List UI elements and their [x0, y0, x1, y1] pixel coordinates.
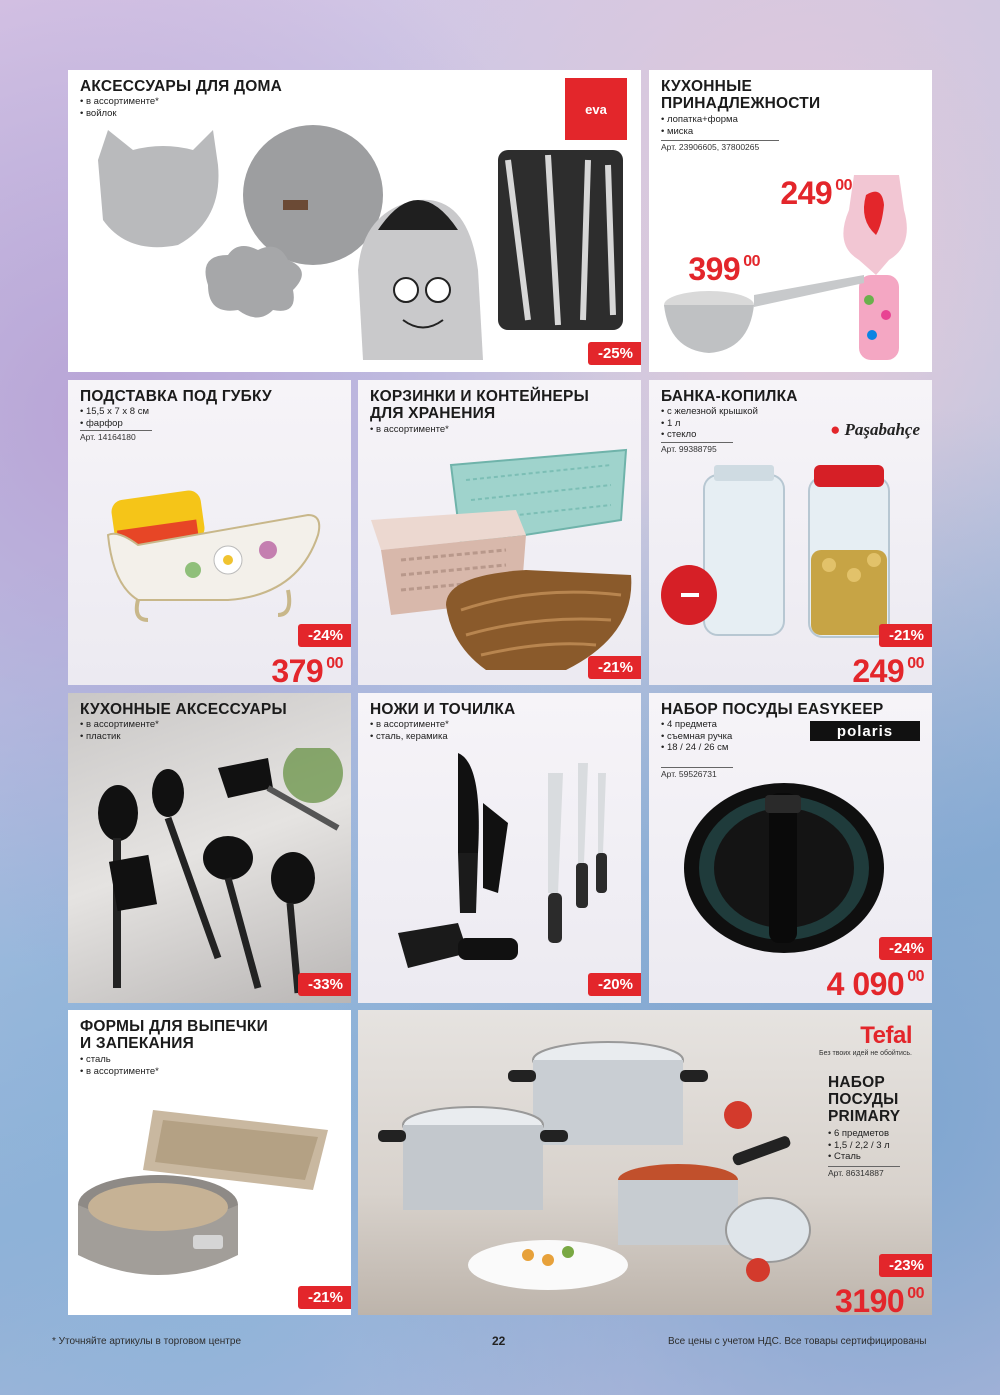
- price-main: 399: [688, 251, 741, 287]
- price-cents: 00: [743, 253, 760, 270]
- discount-badge: -21%: [298, 1286, 351, 1309]
- title-line: НАБОР: [828, 1074, 885, 1091]
- price: [852, 648, 924, 685]
- bullet-list: [828, 1128, 890, 1163]
- card-title: [80, 1018, 268, 1052]
- bullet: • войлок: [80, 108, 159, 120]
- card-easykeep[interactable]: [649, 693, 932, 1003]
- discount-badge: -20%: [588, 973, 641, 996]
- price-main: 249: [780, 175, 833, 211]
- card-title: [370, 388, 589, 422]
- price-cents: 00: [907, 1285, 924, 1302]
- title-line: ФОРМЫ ДЛЯ ВЫПЕЧКИ: [80, 1018, 268, 1035]
- discount-badge: -24%: [298, 624, 351, 647]
- card-home-accessories[interactable]: [68, 70, 641, 372]
- card-title: [828, 1074, 900, 1125]
- title-line: И ЗАПЕКАНИЯ: [80, 1035, 194, 1052]
- title-line: ПОСУДЫ: [828, 1091, 899, 1108]
- price-main: 379: [271, 653, 324, 685]
- brand-name: Tefal: [860, 1022, 912, 1049]
- tefal-logo: [819, 1022, 912, 1057]
- price: [827, 961, 924, 1000]
- knives-image: [388, 743, 618, 978]
- bullet-list: [661, 114, 738, 137]
- card-title: НАБОР ПОСУДЫ EASYKEEP: [661, 701, 884, 718]
- brand-name: Paşabahçe: [844, 420, 920, 439]
- cookware-set-image: [679, 773, 909, 953]
- card-kitchen-accessories[interactable]: [68, 693, 351, 1003]
- card-title: ПОДСТАВКА ПОД ГУБКУ: [80, 388, 272, 405]
- tefal-cookware-image: [368, 1030, 818, 1310]
- title-line: КУХОННЫЕ: [661, 78, 752, 95]
- page-number: 22: [492, 1334, 506, 1348]
- price-cents: 00: [326, 655, 343, 672]
- bullet-list: [80, 96, 159, 119]
- discount-badge: -33%: [298, 973, 351, 996]
- bullet-list: [80, 1054, 159, 1077]
- card-title: НОЖИ И ТОЧИЛКА: [370, 701, 516, 718]
- bullet-list: [370, 719, 449, 742]
- bullet: • 1 л: [661, 418, 758, 430]
- kitchen-utensils-image: [78, 748, 348, 998]
- card-knives[interactable]: [358, 693, 641, 1003]
- bullet: • 1,5 / 2,2 / 3 л: [828, 1140, 890, 1152]
- bullet: • 18 / 24 / 26 см: [661, 742, 732, 754]
- bullet: • в ассортименте*: [80, 1066, 159, 1078]
- title-line: ДЛЯ ХРАНЕНИЯ: [370, 405, 496, 422]
- bullet: • съемная ручка: [661, 731, 732, 743]
- polaris-logo: polaris: [810, 721, 920, 741]
- article-number: Арт. 14164180: [80, 430, 152, 442]
- price-main: 249: [852, 653, 905, 685]
- bullet-list: [661, 719, 732, 754]
- bullet-list: [80, 719, 159, 742]
- card-title: БАНКА-КОПИЛКА: [661, 388, 798, 405]
- bullet: • стекло: [661, 429, 758, 441]
- card-title: [661, 78, 820, 112]
- bullet: • сталь: [80, 1054, 159, 1066]
- kitchen-tools-image: [654, 165, 929, 365]
- discount-badge: -25%: [588, 342, 641, 365]
- bullet: • в ассортименте*: [370, 424, 449, 436]
- price-main: 4 090: [826, 966, 905, 1002]
- jar-image: [659, 465, 924, 645]
- baking-forms-image: [73, 1095, 348, 1305]
- bullet: • в ассортименте*: [370, 719, 449, 731]
- title-line: ПРИНАДЛЕЖНОСТИ: [661, 95, 821, 112]
- bullet: • с железной крышкой: [661, 406, 758, 418]
- card-baking-forms[interactable]: [68, 1010, 351, 1315]
- bullet: • 4 предмета: [661, 719, 732, 731]
- bullet: • сталь, керамика: [370, 731, 449, 743]
- bullet: • в ассортименте*: [80, 719, 159, 731]
- price: [271, 648, 343, 685]
- bullet-list: [80, 406, 149, 429]
- card-baskets[interactable]: [358, 380, 641, 685]
- price-cents: 00: [835, 177, 852, 194]
- pasabahce-logo: [830, 420, 920, 440]
- bullet: • миска: [661, 126, 738, 138]
- card-sponge-holder[interactable]: [68, 380, 351, 685]
- card-title: КУХОННЫЕ АКСЕССУАРЫ: [80, 701, 287, 718]
- discount-badge: -24%: [879, 937, 932, 960]
- sponge-holder-image: [98, 475, 328, 625]
- price-cents: 00: [907, 968, 924, 985]
- footer-legal: Все цены с учетом НДС. Все товары сертифицированы: [668, 1336, 927, 1347]
- bullet: • пластик: [80, 731, 159, 743]
- eva-logo: eva: [565, 78, 627, 140]
- brand-slogan: Без твоих идей не обойтись.: [819, 1050, 912, 1057]
- card-tefal-primary[interactable]: [358, 1010, 932, 1315]
- discount-badge: -23%: [879, 1254, 932, 1277]
- article-number: Арт. 23906605, 37800265: [661, 140, 779, 152]
- card-title: АКСЕССУАРЫ ДЛЯ ДОМА: [80, 78, 283, 95]
- article-number: Арт. 99388795: [661, 442, 733, 454]
- bullet-list: [661, 406, 758, 441]
- bullet: • 6 предметов: [828, 1128, 890, 1140]
- card-kitchen-tools[interactable]: [649, 70, 932, 372]
- bullet: • фарфор: [80, 418, 149, 430]
- discount-badge: -21%: [588, 656, 641, 679]
- article-number: Арт. 59526731: [661, 767, 733, 779]
- title-line: КОРЗИНКИ И КОНТЕЙНЕРЫ: [370, 388, 589, 405]
- price-cents: 00: [907, 655, 924, 672]
- discount-badge: -21%: [879, 624, 932, 647]
- bullet: • Сталь: [828, 1151, 890, 1163]
- pasabahce-mark-icon: ●: [830, 420, 841, 439]
- baskets-image: [366, 435, 636, 675]
- price-main: 3190: [835, 1283, 905, 1315]
- bullet: • в ассортименте*: [80, 96, 159, 108]
- footer-note: * Уточняйте артикулы в торговом центре: [52, 1336, 241, 1347]
- felt-products-image: [88, 120, 628, 360]
- title-line: PRIMARY: [828, 1108, 901, 1125]
- article-number: Арт. 86314887: [828, 1166, 900, 1178]
- price: [835, 1278, 924, 1315]
- bullet: • 15,5 x 7 x 8 см: [80, 406, 149, 418]
- card-jar[interactable]: [649, 380, 932, 685]
- bullet: • лопатка+форма: [661, 114, 738, 126]
- bullet-list: [370, 424, 449, 436]
